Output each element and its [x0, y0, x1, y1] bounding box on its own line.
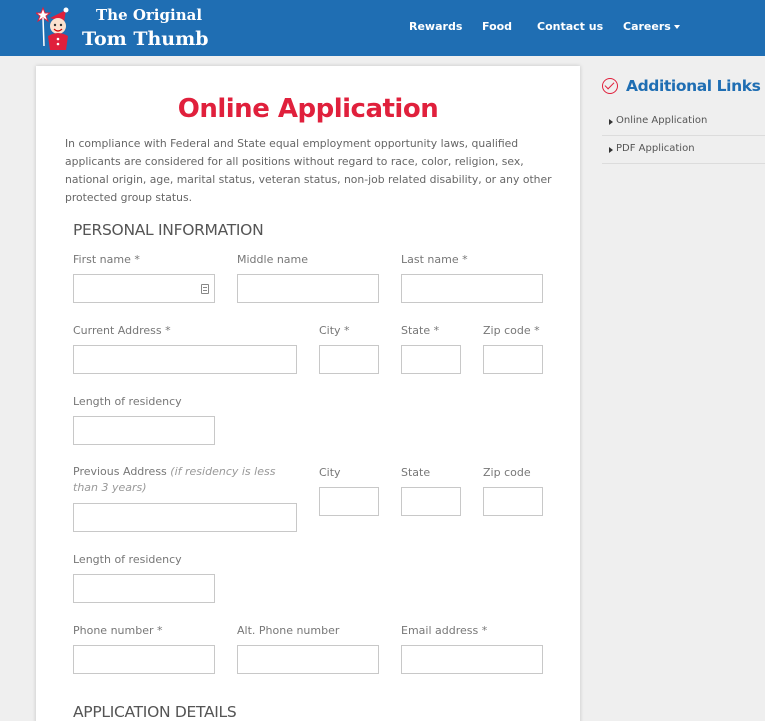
- current-address-input[interactable]: [73, 345, 297, 374]
- zip-label: Zip code *: [483, 324, 540, 337]
- first-name-label: First name *: [73, 253, 140, 266]
- previous-zip-input[interactable]: [483, 487, 543, 516]
- previous-address-hint: (if residency is less than 3 years): [73, 465, 276, 494]
- middle-name-label: Middle name: [237, 253, 309, 266]
- check-circle-icon: [602, 78, 618, 94]
- city-input[interactable]: [319, 345, 379, 374]
- brand-line-2[interactable]: Tom Thumb: [82, 28, 209, 50]
- previous-zip-label: Zip code: [483, 466, 531, 479]
- length-of-residency-label: Length of residency: [73, 395, 182, 408]
- previous-length-of-residency-label: Length of residency: [73, 553, 182, 566]
- sidebar-title: Additional Links: [626, 77, 761, 95]
- personal-info-heading: PERSONAL INFORMATION: [73, 221, 264, 239]
- previous-state-label: State: [401, 466, 431, 479]
- alt-phone-input[interactable]: [237, 645, 379, 674]
- tom-thumb-mascot-icon[interactable]: [36, 6, 80, 52]
- previous-address-text: Previous Address: [73, 465, 167, 478]
- previous-city-input[interactable]: [319, 487, 379, 516]
- length-of-residency-input[interactable]: [73, 416, 215, 445]
- email-input[interactable]: [401, 645, 543, 674]
- nav-food[interactable]: Food: [482, 20, 513, 33]
- brand-line-1[interactable]: The Original: [96, 6, 203, 24]
- sidebar-link-online-application[interactable]: [602, 109, 765, 136]
- top-navbar: [0, 0, 765, 56]
- phone-label: Phone number *: [73, 624, 163, 637]
- email-label: Email address *: [401, 624, 488, 637]
- sidebar-link-label: Online Application: [616, 115, 708, 126]
- sidebar-link-label: PDF Application: [616, 143, 695, 154]
- page-title: Online Application: [177, 94, 439, 124]
- nav-careers-label: Careers: [623, 20, 671, 33]
- previous-city-label: City: [319, 466, 341, 479]
- zip-input[interactable]: [483, 345, 543, 374]
- application-details-heading: APPLICATION DETAILS: [73, 703, 237, 721]
- caret-right-icon: [609, 147, 613, 153]
- state-label: State *: [401, 324, 440, 337]
- city-label: City *: [319, 324, 350, 337]
- last-name-input[interactable]: [401, 274, 543, 303]
- sidebar-link-pdf-application[interactable]: [602, 137, 765, 164]
- previous-address-label: [73, 464, 303, 496]
- first-name-input[interactable]: [73, 274, 215, 303]
- nav-careers-dropdown[interactable]: [623, 20, 680, 33]
- chevron-down-icon: [674, 25, 680, 29]
- alt-phone-label: Alt. Phone number: [237, 624, 340, 637]
- previous-length-of-residency-input[interactable]: [73, 574, 215, 603]
- previous-state-input[interactable]: [401, 487, 461, 516]
- nav-rewards[interactable]: Rewards: [409, 20, 463, 33]
- phone-input[interactable]: [73, 645, 215, 674]
- state-input[interactable]: [401, 345, 461, 374]
- caret-right-icon: [609, 119, 613, 125]
- intro-paragraph: In compliance with Federal and State equal employment opportunity laws, qualified applicants are considered for all positions without regard to race, color, religion, sex, national origin, age, marital status, veteran status, non-job related disability, or any other protected group status.: [65, 137, 552, 204]
- last-name-label: Last name *: [401, 253, 468, 266]
- middle-name-input[interactable]: [237, 274, 379, 303]
- autofill-contact-icon[interactable]: [201, 284, 209, 294]
- previous-address-input[interactable]: [73, 503, 297, 532]
- nav-contact-us[interactable]: Contact us: [537, 20, 604, 33]
- current-address-label: Current Address *: [73, 324, 171, 337]
